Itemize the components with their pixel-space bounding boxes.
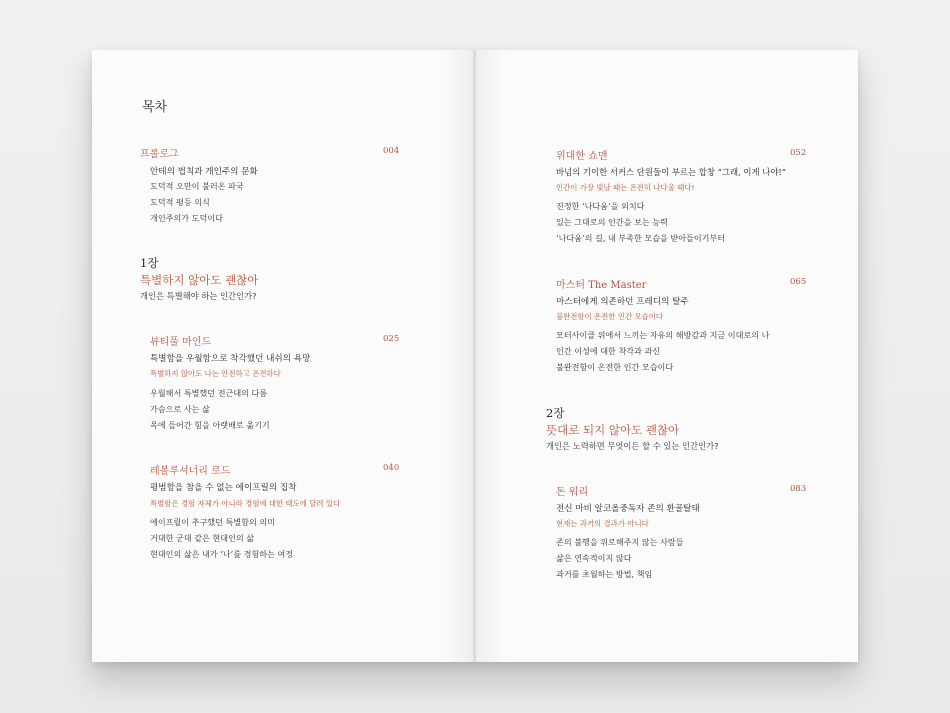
section-title: 레볼루셔너리 로드 <box>150 466 231 477</box>
section-item: ‘나다움’의 길, 내 부족한 모습을 받아들이기부터 <box>556 233 726 243</box>
section-tagline: 불완전함이 온전한 인간 모습이다 <box>556 312 664 321</box>
section-item: 목에 들어간 힘을 아랫배로 옮기기 <box>150 420 270 430</box>
prologue-item: 안테의 법칙과 개인주의 문화 <box>150 167 258 177</box>
section-lead: 특별함을 우월함으로 착각했던 내쉬의 욕망 <box>150 354 311 364</box>
right-page <box>476 50 858 662</box>
section-lead: 마스터에게 의존하던 프레디의 탈주 <box>556 297 689 307</box>
toc-title: 목차 <box>142 100 168 115</box>
section-title: 뷰티풀 마인드 <box>150 337 212 348</box>
part-subtitle: 개인은 특별해야 하는 인간인가? <box>140 291 257 301</box>
section-item: 에이프릴이 추구했던 특별함의 의미 <box>150 517 275 527</box>
section-item: 가슴으로 사는 삶 <box>150 404 210 414</box>
section-item: 있는 그대로의 인간을 보는 능력 <box>556 217 668 227</box>
section-item: 거대한 군대 같은 현대인의 삶 <box>150 533 255 543</box>
part-title: 특별하지 않아도 괜찮아 <box>140 273 259 287</box>
section-item: 인간 이성에 대한 착각과 과신 <box>556 346 661 356</box>
section-item: 진정한 ‘나다움’을 외치다 <box>556 201 645 211</box>
section-title: 돈 워리 <box>556 487 589 498</box>
prologue-title: 프롤로그 <box>140 149 179 160</box>
section-lead: 전신 마비 알코올중독자 존의 환골탈태 <box>556 504 700 514</box>
section-tagline: 특별함은 경험 자체가 아니라 경험에 대한 태도에 달려 있다 <box>150 499 341 508</box>
section-item: 모터사이클 위에서 느끼는 자유의 해방감과 지금 이대로의 나 <box>556 330 770 340</box>
section-item: 우월해서 특별했던 전근대의 다름 <box>150 388 268 398</box>
section-page-number: 040 <box>383 463 400 473</box>
section-tagline: 현재는 과거의 결과가 아니다 <box>556 519 649 528</box>
prologue-item: 도덕적 평등 의식 <box>150 197 210 207</box>
part-number: 2장 <box>546 406 565 420</box>
section-page-number: 083 <box>790 484 807 494</box>
part-title: 뜻대로 되지 않아도 괜찮아 <box>546 423 680 437</box>
prologue-item: 도덕적 오만이 불러온 파국 <box>150 181 244 191</box>
section-title: 위대한 쇼맨 <box>556 151 608 162</box>
section-item: 불완전함이 온전한 인간 모습이다 <box>556 362 674 372</box>
section-page-number: 052 <box>790 148 807 158</box>
part-number: 1장 <box>140 256 159 270</box>
section-tagline: 특별하지 않아도 나는 안전하고 온전하다 <box>150 369 281 378</box>
prologue-page-number: 004 <box>383 146 400 156</box>
section-tagline: 인간이 가장 빛날 때는 온전히 나다울 때다! <box>556 183 695 192</box>
section-page-number: 025 <box>383 334 400 344</box>
page-gutter-shadow <box>476 50 506 662</box>
section-item: 과거를 초월하는 방법, 책임 <box>556 569 653 579</box>
section-page-number: 065 <box>790 277 807 287</box>
open-book <box>92 50 858 662</box>
part-subtitle: 개인은 노력하면 무엇이든 할 수 있는 인간인가? <box>546 441 719 451</box>
section-item: 현대인의 삶은 내가 ‘나’를 경험하는 여정 <box>150 549 294 559</box>
prologue-item: 개인주의가 도덕이다 <box>150 213 223 223</box>
section-lead: 바넘의 기이한 서커스 단원들이 부르는 합창 “그래, 이게 나야!” <box>556 167 787 177</box>
section-lead: 평범함을 참을 수 없는 에이프릴의 집착 <box>150 483 297 493</box>
left-page <box>92 50 474 662</box>
page-gutter-shadow <box>444 50 474 662</box>
section-item: 존의 불행을 위로해주지 않는 사람들 <box>556 537 684 547</box>
section-item: 삶은 연속적이지 않다 <box>556 553 632 563</box>
section-title: 마스터 The Master <box>556 280 647 291</box>
